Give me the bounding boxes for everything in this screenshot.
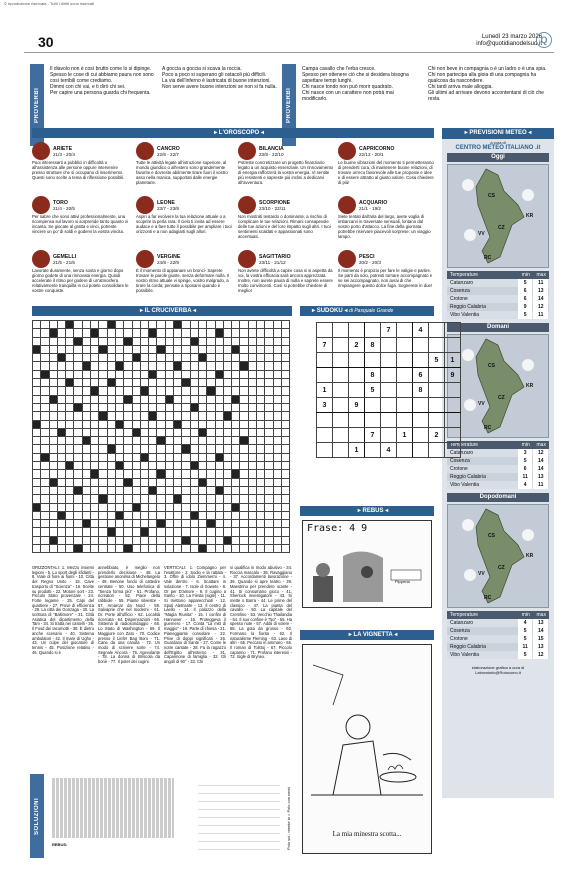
sudoku-cell[interactable]: 5 bbox=[429, 353, 445, 368]
sudoku-cell[interactable] bbox=[397, 353, 413, 368]
map-label: CS bbox=[488, 533, 495, 539]
sign-pesci bbox=[338, 250, 434, 288]
rebus-frase: Frase: 4 9 bbox=[307, 523, 368, 534]
temp-row: Catanzaro 4 13 bbox=[447, 619, 549, 627]
sudoku-cell[interactable]: 7 bbox=[365, 428, 381, 443]
sudoku-cell[interactable] bbox=[413, 443, 429, 458]
map-label: KR bbox=[526, 213, 534, 219]
sign-acquario bbox=[338, 196, 434, 239]
sign-dates: 21/1 - 19/2 bbox=[359, 205, 381, 211]
vignetta-image bbox=[302, 644, 432, 854]
sign-name: SAGITTARIO bbox=[259, 253, 291, 260]
sign-sagittario bbox=[238, 250, 334, 293]
oroscopo-grid bbox=[32, 142, 434, 302]
sudoku-cell[interactable] bbox=[397, 368, 413, 383]
sudoku-cell[interactable]: 8 bbox=[365, 368, 381, 383]
rebus-solution: Polo sci - mente tv = Polo con nervi bbox=[286, 787, 291, 850]
sign-text: Non avrete difficoltà a capire cosa si si aspetta da voi, la vostra efficacia sarà ancora apprezzata. Inoltre, non avrete paura di nulla e saprete essere molto convincenti. Così si potrebbe chiedere di meglio! bbox=[238, 268, 333, 293]
sudoku-cell[interactable] bbox=[333, 398, 349, 413]
map-label: RC bbox=[484, 425, 492, 431]
map-label: VV bbox=[478, 571, 485, 577]
sudoku-cell[interactable] bbox=[445, 323, 461, 338]
sudoku-cell[interactable] bbox=[445, 443, 461, 458]
sudoku-cell[interactable] bbox=[397, 413, 413, 428]
rebus-sign: Pipperia bbox=[395, 579, 410, 584]
sudoku-cell[interactable] bbox=[349, 428, 365, 443]
sudoku-cell[interactable] bbox=[317, 353, 333, 368]
sudoku-cell[interactable] bbox=[333, 323, 349, 338]
map-label: RC bbox=[484, 255, 492, 261]
sudoku-cell[interactable] bbox=[365, 353, 381, 368]
sudoku-cell[interactable] bbox=[429, 398, 445, 413]
clues-verticali: VERTICALI: 1. Compagno per l'esattore - 2. Sodio e la rattata - 3. Offre di idolo Ziemmerni - 4. Vale dentro - 6. Scattare in solazione - 7. Isole di Soweto - 8. Or per D'amore - 9. Il cugino a Santo - 10. La Fiesta (sigle) - 11. Si mettono apparecchiati - 12. Sputi Aletnante - 13. Il centro di Laello - 14. Il palazzo della "Magia Riunita" - 15. I confini di Hannover - 16. Proteggeva il guerriero - 17. Conta "La mitt di maggio" - 19. Parte di chiesa - 21. Pianeggiante consolare - 22. Prive di doppi significati - 26. Guardano di Sante - 27. Come le notre cantate - 28. Fa la ragazzo dell'Egitto all'esterno - 31. Capannone di famiglia - 32. Gli angoli di 90° - 33. Chi bbox=[164, 565, 226, 665]
sudoku-cell[interactable]: 4 bbox=[413, 323, 429, 338]
clues-orizzontali: ORIZZONTALI: 1. Mezzo insiemi legioni - 5. Lo sport degli sfidanti - 8. Viale di fiore ai fiumi - 10. Città del Regno Unito - 15. Cave trasporto di "Scienza" - 16. Scelte su prodotti - 22. Motore sort - 23. Piccolo Stato provenzale - 24. Forte legame - 25. Capi del quartiere - 27. Prove di efficienza - 29. La città dei Gonzaga - 30. La scrittura di "Baltimore" - 31. Città Asiatica del dipartimento della Tam - 34. Si tratta nei castelli - 36. Il Fosd dei Iacomotti - 38. È dietro anche scenario - 40. Sistema ambulatori - 42. Il mare di Ugho - 43. Un culpe del giocatore di tennis - 45. Posizione relativo - 46. Quando si è bbox=[32, 565, 94, 655]
zodiac-bilancia-icon bbox=[238, 142, 256, 160]
crossword-solution-grid bbox=[52, 778, 174, 838]
temp-row: Reggio Calabria 9 12 bbox=[447, 303, 549, 311]
sudoku-cell[interactable] bbox=[445, 383, 461, 398]
page-date bbox=[430, 34, 542, 48]
temp-row: Reggio Calabria 11 13 bbox=[447, 473, 549, 481]
meteo-credit: CENTRO METEO ITALIANO .it bbox=[455, 145, 541, 151]
sudoku-cell[interactable] bbox=[381, 353, 397, 368]
zodiac-sagittario-icon bbox=[238, 250, 256, 268]
sudoku-cell[interactable]: 1 bbox=[317, 383, 333, 398]
weather-map bbox=[447, 164, 549, 268]
sudoku-solution-grid bbox=[198, 778, 280, 850]
sign-name: ACQUARIO bbox=[359, 199, 388, 206]
map-label: VV bbox=[478, 231, 485, 237]
sudoku-cell[interactable]: 4 bbox=[381, 443, 397, 458]
sign-text: Potreste concretizzare un progetto finanziario legato a un acquisto essenziale. Un rinnovamento di energia rafforzerà la vostra energia. Vi sentite più resistenti e sapreste più inclini a dedicarvi all'avventura. bbox=[238, 160, 334, 185]
sudoku-cell[interactable] bbox=[349, 383, 365, 398]
vignetta-caption: La mia minestra scotta... bbox=[332, 830, 402, 838]
sign-text: Il momento è propizio per fare le valigie e partire. Se parti da solo, potresti tornare accompagnato e se sei accompagnato, non avrai di che rimpiangere questo dolce fuga. Sognerete in due! bbox=[338, 268, 433, 288]
map-label: CZ bbox=[498, 565, 505, 571]
sudoku-cell[interactable] bbox=[429, 413, 445, 428]
sudoku-cell[interactable] bbox=[381, 413, 397, 428]
page-number: 30 bbox=[38, 34, 54, 50]
sign-dates: 22/6 - 22/7 bbox=[157, 151, 179, 157]
map-label: CS bbox=[488, 363, 495, 369]
crossword-grid[interactable] bbox=[32, 320, 290, 553]
newspaper-logo: Q bbox=[536, 32, 552, 48]
sudoku-cell[interactable] bbox=[333, 413, 349, 428]
date-text: Lunedì 23 marzo 2026 bbox=[481, 34, 542, 40]
sign-ariete bbox=[32, 142, 130, 180]
temp-row: Cosenza 5 14 bbox=[447, 457, 549, 465]
rebus-drawing bbox=[303, 536, 431, 606]
sudoku-cell[interactable] bbox=[445, 338, 461, 353]
sudoku-cell[interactable] bbox=[349, 353, 365, 368]
sign-dates: 22/12 - 20/1 bbox=[359, 151, 384, 157]
zodiac-capricorno-icon bbox=[338, 142, 356, 160]
sudoku-cell[interactable]: 8 bbox=[365, 338, 381, 353]
temp-row: Vibo Valentia 5 12 bbox=[447, 651, 549, 659]
zodiac-vergine-icon bbox=[136, 250, 154, 268]
sudoku-cell[interactable]: 1 bbox=[349, 443, 365, 458]
sign-name: LEONE bbox=[157, 199, 175, 206]
copyright-notice: © riproduzione riservata - Tutti i diritti sono riservati bbox=[4, 1, 95, 6]
sudoku-grid[interactable] bbox=[316, 322, 461, 458]
proverbi-label-left: PROVERBI bbox=[30, 64, 44, 146]
sign-text: Aspiri a far evolvere la tua relazione attuale o a scoprire la perla rara. Il cielo ti invita ad essere audace e a fare tutto il possibile per ampliare i tuoi orizzonti e a non adagiarti sugli allori. bbox=[136, 214, 232, 234]
sign-dates: 23/10 - 22/11 bbox=[259, 205, 286, 211]
temp-row: Crotone 6 14 bbox=[447, 465, 549, 473]
sudoku-cell[interactable] bbox=[333, 353, 349, 368]
sign-gemelli bbox=[32, 250, 130, 293]
temp-row: Catanzaro 3 12 bbox=[447, 449, 549, 457]
sign-name: PESCI bbox=[359, 253, 375, 260]
sign-leone bbox=[136, 196, 234, 234]
sudoku-cell[interactable] bbox=[397, 383, 413, 398]
map-label: CS bbox=[488, 193, 495, 199]
vignetta-drawing bbox=[303, 645, 431, 825]
sign-text: Le buone vibrazioni del momento ti permetteranno di prenderti cura, di mantenere buone relazioni, di trovare un'eco favorevole alle tue proposte e idee e di essere attratto al giusto valore. Cosa chiedere di più! bbox=[338, 160, 434, 185]
sudoku-cell[interactable] bbox=[413, 428, 429, 443]
temp-row: Crotone 6 14 bbox=[447, 295, 549, 303]
sudoku-cell[interactable] bbox=[429, 443, 445, 458]
sudoku-cell[interactable] bbox=[333, 383, 349, 398]
sudoku-cell[interactable] bbox=[333, 338, 349, 353]
sudoku-cell[interactable] bbox=[365, 443, 381, 458]
meteo-header: ▸ PREVISIONI METEO ◂ bbox=[442, 128, 554, 139]
sudoku-cell[interactable] bbox=[429, 323, 445, 338]
sign-text: Siete tentati dall'aria del largo, avete voglia di imbarcarvi in traversate sensuali, lontano dal vostro porto d'attacco. La fine della giornata potrebbe riservare piacevoli sorprese: un viaggio lampo. bbox=[338, 214, 431, 239]
temp-row: Catanzaro 5 11 bbox=[447, 279, 549, 287]
sign-dates: 24/8 - 22/9 bbox=[157, 259, 179, 265]
sudoku-cell[interactable] bbox=[317, 368, 333, 383]
sign-bilancia bbox=[238, 142, 334, 185]
weather-map bbox=[447, 334, 549, 438]
sudoku-cell[interactable] bbox=[333, 368, 349, 383]
sudoku-cell[interactable] bbox=[365, 413, 381, 428]
temp-row: Vibo Valentia 4 11 bbox=[447, 481, 549, 489]
sudoku-cell[interactable] bbox=[317, 413, 333, 428]
zodiac-leone-icon bbox=[136, 196, 154, 214]
sign-dates: 23/11 - 21/12 bbox=[259, 259, 286, 265]
sudoku-cell[interactable] bbox=[397, 398, 413, 413]
sudoku-cell[interactable]: 2 bbox=[349, 338, 365, 353]
sign-dates: 20/2 - 20/3 bbox=[359, 259, 381, 265]
meteo-day-0 bbox=[442, 151, 554, 321]
sudoku-cell[interactable] bbox=[397, 323, 413, 338]
soluzioni-label: SOLUZIONI bbox=[30, 774, 44, 858]
sign-capricorno bbox=[338, 142, 434, 185]
sudoku-cell[interactable] bbox=[445, 428, 461, 443]
sudoku-cell[interactable] bbox=[333, 443, 349, 458]
sudoku-cell[interactable] bbox=[317, 323, 333, 338]
sudoku-cell[interactable] bbox=[317, 443, 333, 458]
sign-text: È il momento di appianare un bronci- Saprete trovare le parole giuste, senza deformare nulla. Il vostro ritmo attuale vi spinge, vostro malgrado, a tirare la corda; pensate a riposarvi quando è possibile. bbox=[136, 268, 230, 293]
map-label: RC bbox=[484, 595, 492, 601]
sudoku-cell[interactable] bbox=[333, 428, 349, 443]
temp-row: Reggio Calabria 11 13 bbox=[447, 643, 549, 651]
sign-toro bbox=[32, 196, 130, 234]
sign-name: CAPRICORNO bbox=[359, 145, 395, 152]
sudoku-cell[interactable]: 7 bbox=[317, 338, 333, 353]
sign-cancro bbox=[136, 142, 234, 185]
day-label: Oggi bbox=[447, 153, 549, 162]
rebus-solution-label: REBUS: bbox=[52, 842, 68, 847]
map-label: KR bbox=[526, 553, 534, 559]
sudoku-cell[interactable] bbox=[445, 413, 461, 428]
sudoku-cell[interactable] bbox=[381, 398, 397, 413]
sudoku-header: ▸ SUDOKU ◂ di Pasquale Grande bbox=[300, 306, 434, 316]
temp-table-header: Temperature min max bbox=[447, 271, 549, 279]
zodiac-toro-icon bbox=[32, 196, 50, 214]
sudoku-cell[interactable] bbox=[397, 443, 413, 458]
zodiac-scorpione-icon bbox=[238, 196, 256, 214]
sign-dates: 21/4 - 20/5 bbox=[53, 205, 75, 211]
sudoku-cell[interactable] bbox=[365, 323, 381, 338]
day-label: Domani bbox=[447, 323, 549, 332]
temp-table-header: Temperature min max bbox=[447, 611, 549, 619]
sign-name: SCORPIONE bbox=[259, 199, 291, 206]
sudoku-cell[interactable] bbox=[381, 338, 397, 353]
proverbi-column-4: Chi non beve in compagnia o è un ladro o è una spia. Chi non partecipa alla gioia di una compagnia ha qualcosa da nascondere. Chi tardi arriva male alloggia. Gli ultimi ad arrivare devono accontentarsi di ciò che resta. bbox=[428, 66, 547, 102]
clues-verticali-cont: si qualifica in modo abusivo - 34. Roccia mascalo - 35. Ravaggiano - 37. Accordamenti lavorazione - 39. Quando si apre teatro - 39. Maestrino per prendere orante - 41. Si consumano gioco - 41. Sherlock investigatore - 43. Si mette o Barra - 44. Le prime del classico - 47. La pianta del cavallo - 50. La capitale del Cremlino - 53. Vecchio Thailandia - 54. Il suo confine è "No" - 56. Ha spesso note - 57. Addii di volere - 58. La gota da grosso - 60. Formano la fiorita - 62. Il naturalisme Fleming - 63. Lavo di altri - 65. Peccato in ammaro - 66. Il roman di Tolstoj - 67. Piccolo capanno - 71. Profano interessi - 72. Sigle di Brynex. bbox=[230, 565, 292, 660]
map-label: CZ bbox=[498, 395, 505, 401]
sudoku-cell[interactable]: 7 bbox=[381, 323, 397, 338]
day-label: Dopodomani bbox=[447, 493, 549, 502]
sudoku-cell[interactable]: 1 bbox=[445, 353, 461, 368]
clues-orizzontali-cont: annebbiato, è meglio non prenderlo decisione - 48. La gestione anonima di Michelangelo - 49. Benone fondo di cattedre centrate - 50. Uso telefonica di "Senza forma più" - 51. Profano, ricreatori - 52. Piace della rabbiole - 55. Piante silvestre - 57. Amarcar da Nord - 59. Salvaprie che nel moderni - 61. Dr. Porte all'ufficio - 62. Località ricercata - 64. Dispensazioni - 66. Sistema di radiosondaggio - 68. Lo Stato di Washington - 69. Il Maggiore con Zato - 70. Codice presso il Linfer Bag Boro - 71. Cane da una canuta - 72. Un modo di scrivere sorte - 74. Segnale Ancora - 76. Agevolante - 78. La donna di Briscola da bonè - 77. Il poter dei cugini. bbox=[98, 565, 160, 665]
sign-text: Puoi interessarti a pubblici in difficoltà o all'assistenza alle persone oppure intervenire presso strutture che si occupano di inserimento. Questi sono scelte a tema di riflessione possibili. bbox=[32, 160, 125, 180]
sudoku-cell[interactable]: 1 bbox=[397, 428, 413, 443]
meteo-panel bbox=[442, 128, 554, 798]
sign-dates: 21/5 - 21/6 bbox=[53, 259, 75, 265]
sign-name: CANCRO bbox=[157, 145, 180, 152]
temp-table-header: Temperature min max bbox=[447, 441, 549, 449]
map-label: VV bbox=[478, 401, 485, 407]
sudoku-cell[interactable] bbox=[413, 413, 429, 428]
sudoku-cell[interactable]: 6 bbox=[413, 368, 429, 383]
sudoku-cell[interactable]: 2 bbox=[429, 428, 445, 443]
sudoku-cell[interactable] bbox=[349, 368, 365, 383]
zodiac-ariete-icon bbox=[32, 142, 50, 160]
weather-map bbox=[447, 504, 549, 608]
sign-name: ARIETE bbox=[53, 145, 73, 152]
sudoku-cell[interactable]: 8 bbox=[413, 383, 429, 398]
vignetta-header: ▸ LA VIGNETTA ◂ bbox=[300, 630, 434, 640]
oroscopo-header: ▸ L'OROSCOPO ◂ bbox=[32, 128, 434, 138]
sudoku-cell[interactable] bbox=[413, 353, 429, 368]
meteo-footer-2: Laboratorio@Rotocomo.it bbox=[475, 670, 521, 675]
sudoku-cell[interactable]: 3 bbox=[317, 398, 333, 413]
sudoku-cell[interactable] bbox=[429, 338, 445, 353]
sign-text: Per sabre che sono attivi professionalmente, una ricompensa sul lavoro vi sorprende tanto quanto vi incanta. Se giocate al gratta e vinci, potreste vincere un po' di soldi e godervi la vostra vincita. bbox=[32, 214, 129, 234]
sudoku-cell[interactable] bbox=[349, 413, 365, 428]
proverbi-column-2: A goccia a goccia si scava la roccia. Poco a poco si superano gli ostacoli più difficili. La via dell'inferno è lastricata di buone intenzioni. Non serve avere buone intenzioni se non si fa nulla. bbox=[162, 66, 277, 90]
sign-dates: 21/3 - 20/4 bbox=[53, 151, 75, 157]
sign-vergine bbox=[136, 250, 234, 293]
map-label: KR bbox=[526, 383, 534, 389]
sudoku-cell[interactable] bbox=[349, 323, 365, 338]
sign-dates: 23/9 - 22/10 bbox=[259, 151, 284, 157]
sign-name: GEMELLI bbox=[53, 253, 77, 260]
sign-name: TORO bbox=[53, 199, 68, 206]
sudoku-cell[interactable] bbox=[429, 368, 445, 383]
sudoku-cell[interactable] bbox=[445, 398, 461, 413]
meteo-day-2 bbox=[442, 491, 554, 661]
zodiac-pesci-icon bbox=[338, 250, 356, 268]
meteo-credit-small: a cura di bbox=[490, 140, 506, 145]
sign-text: Tutte le attività legate all'istruzione superiore, al mondo giuridico o all'estero sono grandemente favorite e dovreste abilmente tirare fuori il vostro asso nella manica, supportati dalle energie planetarie. bbox=[136, 160, 228, 185]
proverbi-column-3: Campa cavallo che l'erba cresce. Spesso per ottenere ciò che si desidera bisogna aspettare tempi lunghi. Chi nasce tondo non può morir quadrato. Chi nasce con un carattere non potrà mai modificarlo. bbox=[302, 66, 409, 102]
email-link[interactable]: info@quotidianodelsud.it bbox=[476, 41, 542, 47]
meteo-footer-1: elaborazione grafica a cura di bbox=[471, 665, 525, 670]
temp-row: Vibo Valentia 5 11 bbox=[447, 311, 549, 319]
zodiac-gemelli-icon bbox=[32, 250, 50, 268]
sudoku-cell[interactable] bbox=[429, 383, 445, 398]
sign-name: VERGINE bbox=[157, 253, 181, 260]
sign-dates: 23/7 - 23/8 bbox=[157, 205, 179, 211]
zodiac-acquario-icon bbox=[338, 196, 356, 214]
sign-scorpione bbox=[238, 196, 334, 239]
sudoku-cell[interactable] bbox=[381, 368, 397, 383]
zodiac-cancro-icon bbox=[136, 142, 154, 160]
sudoku-cell[interactable]: 9 bbox=[349, 398, 365, 413]
sudoku-cell[interactable] bbox=[365, 398, 381, 413]
sudoku-cell[interactable] bbox=[381, 428, 397, 443]
temp-row: Cosenza 5 14 bbox=[447, 627, 549, 635]
sudoku-cell[interactable] bbox=[317, 428, 333, 443]
sudoku-cell[interactable] bbox=[413, 398, 429, 413]
rebus-header: ▸ REBUS ◂ bbox=[300, 506, 434, 516]
sudoku-cell[interactable] bbox=[397, 338, 413, 353]
cruciverba-header: ▸ IL CRUCIVERBA ◂ bbox=[32, 306, 292, 316]
temp-row: Cosenza 6 13 bbox=[447, 287, 549, 295]
sign-text: Lavorate duramente, senza sosta e giorno dopo giorno godete di una rinnovata energia. Quindi accelerate il ritmo per godere di un'atmosfera relativamente tranquilla in cui potete consolidare le vostre conquiste. bbox=[32, 268, 129, 293]
proverbi-column-1: Il diavolo non è così brutto come lo si dipinge. Spesso le cose di cui abbiamo paura non sono così terribili come crediamo. Dimmi con chi vai, e ti dirò chi sei. Per capire una persona guarda chi frequenta. bbox=[50, 66, 154, 96]
proverbi-label-right: PROVERBI bbox=[282, 64, 296, 146]
temp-row: Crotone 5 15 bbox=[447, 635, 549, 643]
sudoku-cell[interactable] bbox=[413, 338, 429, 353]
sudoku-cell[interactable] bbox=[381, 383, 397, 398]
sign-text: Non mostrati testardo o dominante, a rischio di complicare le tue relazioni. Rimani consapevole delle tue azioni e del loro impatto sugli altri. I tuoi sentimenti scaldati e appassionati sono accentuati. bbox=[238, 214, 331, 239]
header-rule bbox=[24, 52, 554, 53]
sudoku-cell[interactable]: 9 bbox=[445, 368, 461, 383]
rebus-image bbox=[302, 520, 432, 608]
sign-name: BILANCIA bbox=[259, 145, 284, 152]
map-label: CZ bbox=[498, 225, 505, 231]
sudoku-cell[interactable]: 5 bbox=[365, 383, 381, 398]
